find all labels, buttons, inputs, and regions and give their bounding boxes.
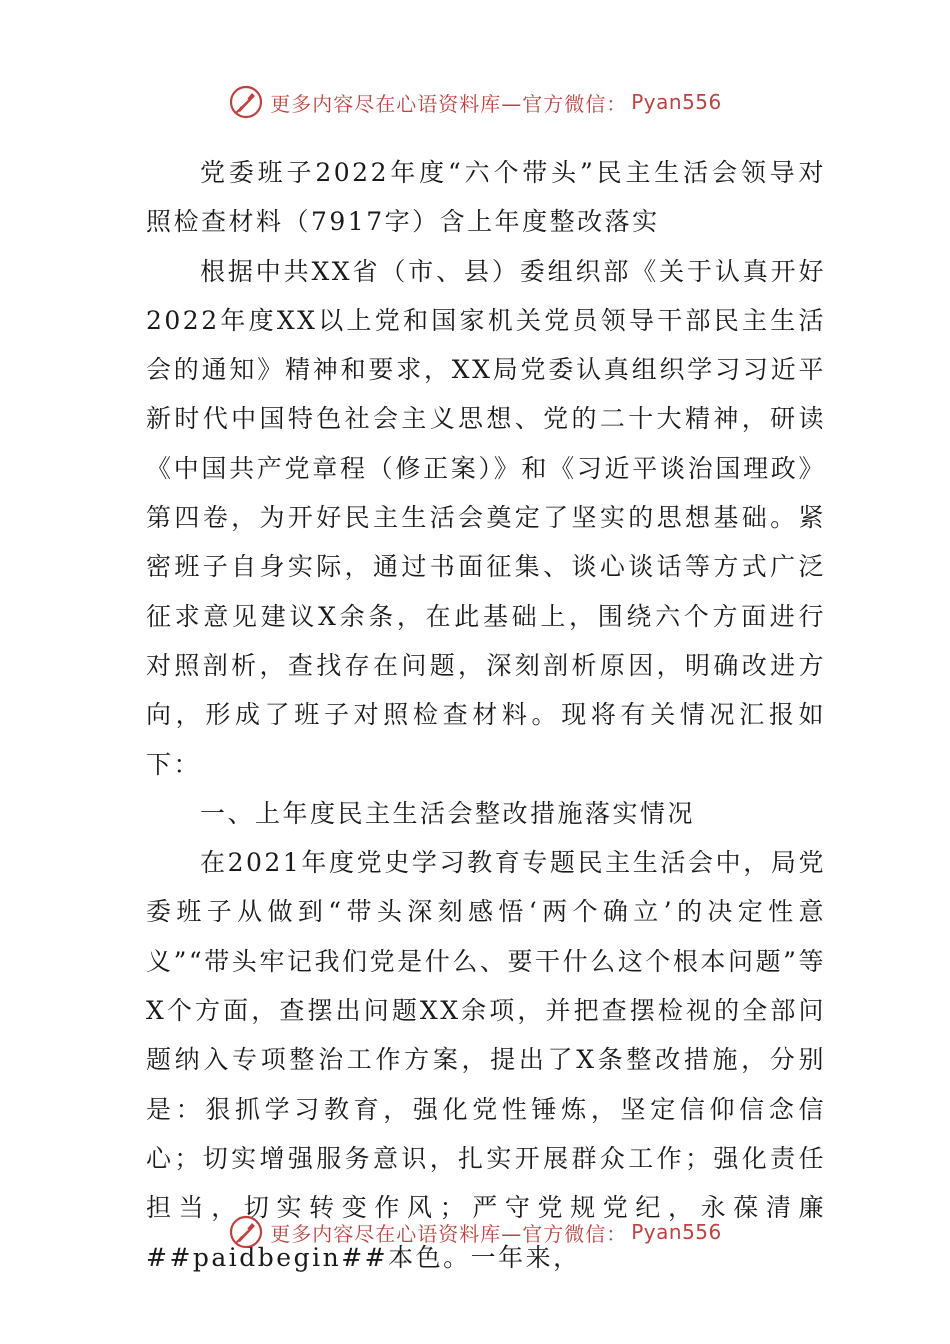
document-body [146,148,826,1282]
section-heading-1: 一、上年度民主生活会整改措施落实情况 [200,798,696,828]
banner-wechat-id: Pyan556 [631,90,722,114]
header-watermark-banner [0,82,950,122]
quill-pen-logo-icon [228,84,264,120]
banner-wechat-id: Pyan556 [631,1220,722,1244]
banner-text: 更多内容尽在心语资料库—官方微信： [270,91,628,116]
banner-text: 更多内容尽在心语资料库—官方微信： [270,1221,628,1246]
paragraph-intro: 根据中共XX省（市、县）委组织部《关于认真开好2022年度XX以上党和国家机关党员领导干部民主生活会的通知》精神和要求，XX局党委认真组织学习习近平新时代中国特色社会主义思想、党的二十大精神，研读《中国共产党章程（修正案）》和《习近平谈治国理政》第四卷，为开好民主生活会奠定了坚实的思想基础。紧密班子自身实际，通过书面征集、谈心谈话等方式广泛征求意见建议X余条，在此基础上，围绕六个方面进行对照剖析，查找存在问题，深刻剖析原因，明确改进方向，形成了班子对照检查材料。现将有关情况汇报如下： [146,256,826,779]
quill-pen-logo-icon [228,1214,264,1250]
paragraph-section-1: 在2021年度党史学习教育专题民主生活会中，局党委班子从做到“带头深刻感悟‘两个确立’的决定性意义”“带头牢记我们党是什么、要干什么这个根本问题”等X个方面，查摆出问题XX余项，并把查摆检视的全部问题纳入专项整治工作方案，提出了X条整改措施，分别是：狠抓学习教育，强化党性锤炼，坚定信仰信念信心；切实增强服务意识，扎实开展群众工作；强化责任担当，切实转变作风；严守党规党纪，永葆清廉##paidbegin##本色。一年来， [146,848,826,1272]
document-title: 党委班子2022年度“六个带头”民主生活会领导对照检查材料（7917字）含上年度整改落实 [146,158,826,237]
footer-watermark-banner [0,1212,950,1252]
